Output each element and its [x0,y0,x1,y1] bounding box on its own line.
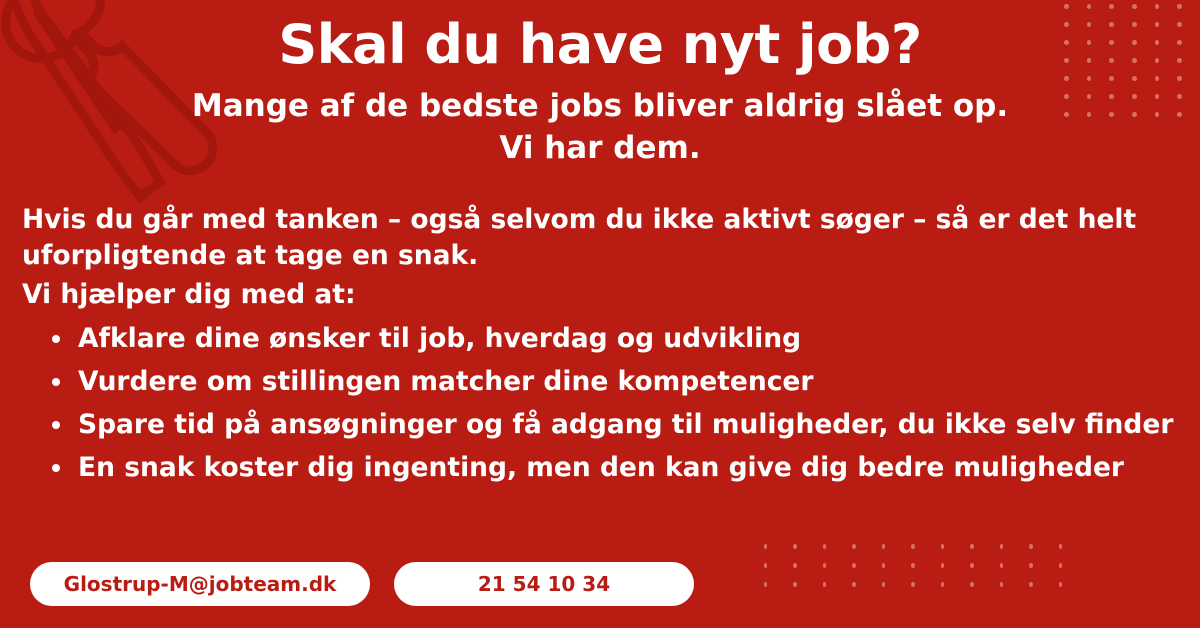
phone-contact-button[interactable]: 21 54 10 34 [394,562,694,606]
list-item: Afklare dine ønsker til job, hverdag og udvikling [48,318,1184,361]
subhead-line-1: Mange af de bedste jobs bliver aldrig slået op. [191,88,1009,125]
list-item: Spare tid på ansøgninger og få adgang til muligheder, du ikke selv finder [48,404,1184,447]
list-item: En snak koster dig ingenting, men den kan give dig bedre muligheder [48,447,1184,490]
headline: Skal du have nyt job? [278,13,922,76]
cta-row [30,562,694,606]
helper-line: Vi hjælper dig med at: [22,278,356,310]
dot-grid-bottom-right [764,544,1062,620]
body-text: Hvis du går med tanken – også selvom du ikke aktivt søger – så er det helt uforpligtende at tage en snak. [22,203,1137,272]
benefit-list [16,318,1184,490]
subhead-line-2: Vi har dem. [499,129,701,166]
email-contact-button[interactable]: Glostrup-M@jobteam.dk [30,562,370,606]
subhead [16,86,1184,170]
list-item: Vurdere om stillingen matcher dine kompetencer [48,361,1184,404]
